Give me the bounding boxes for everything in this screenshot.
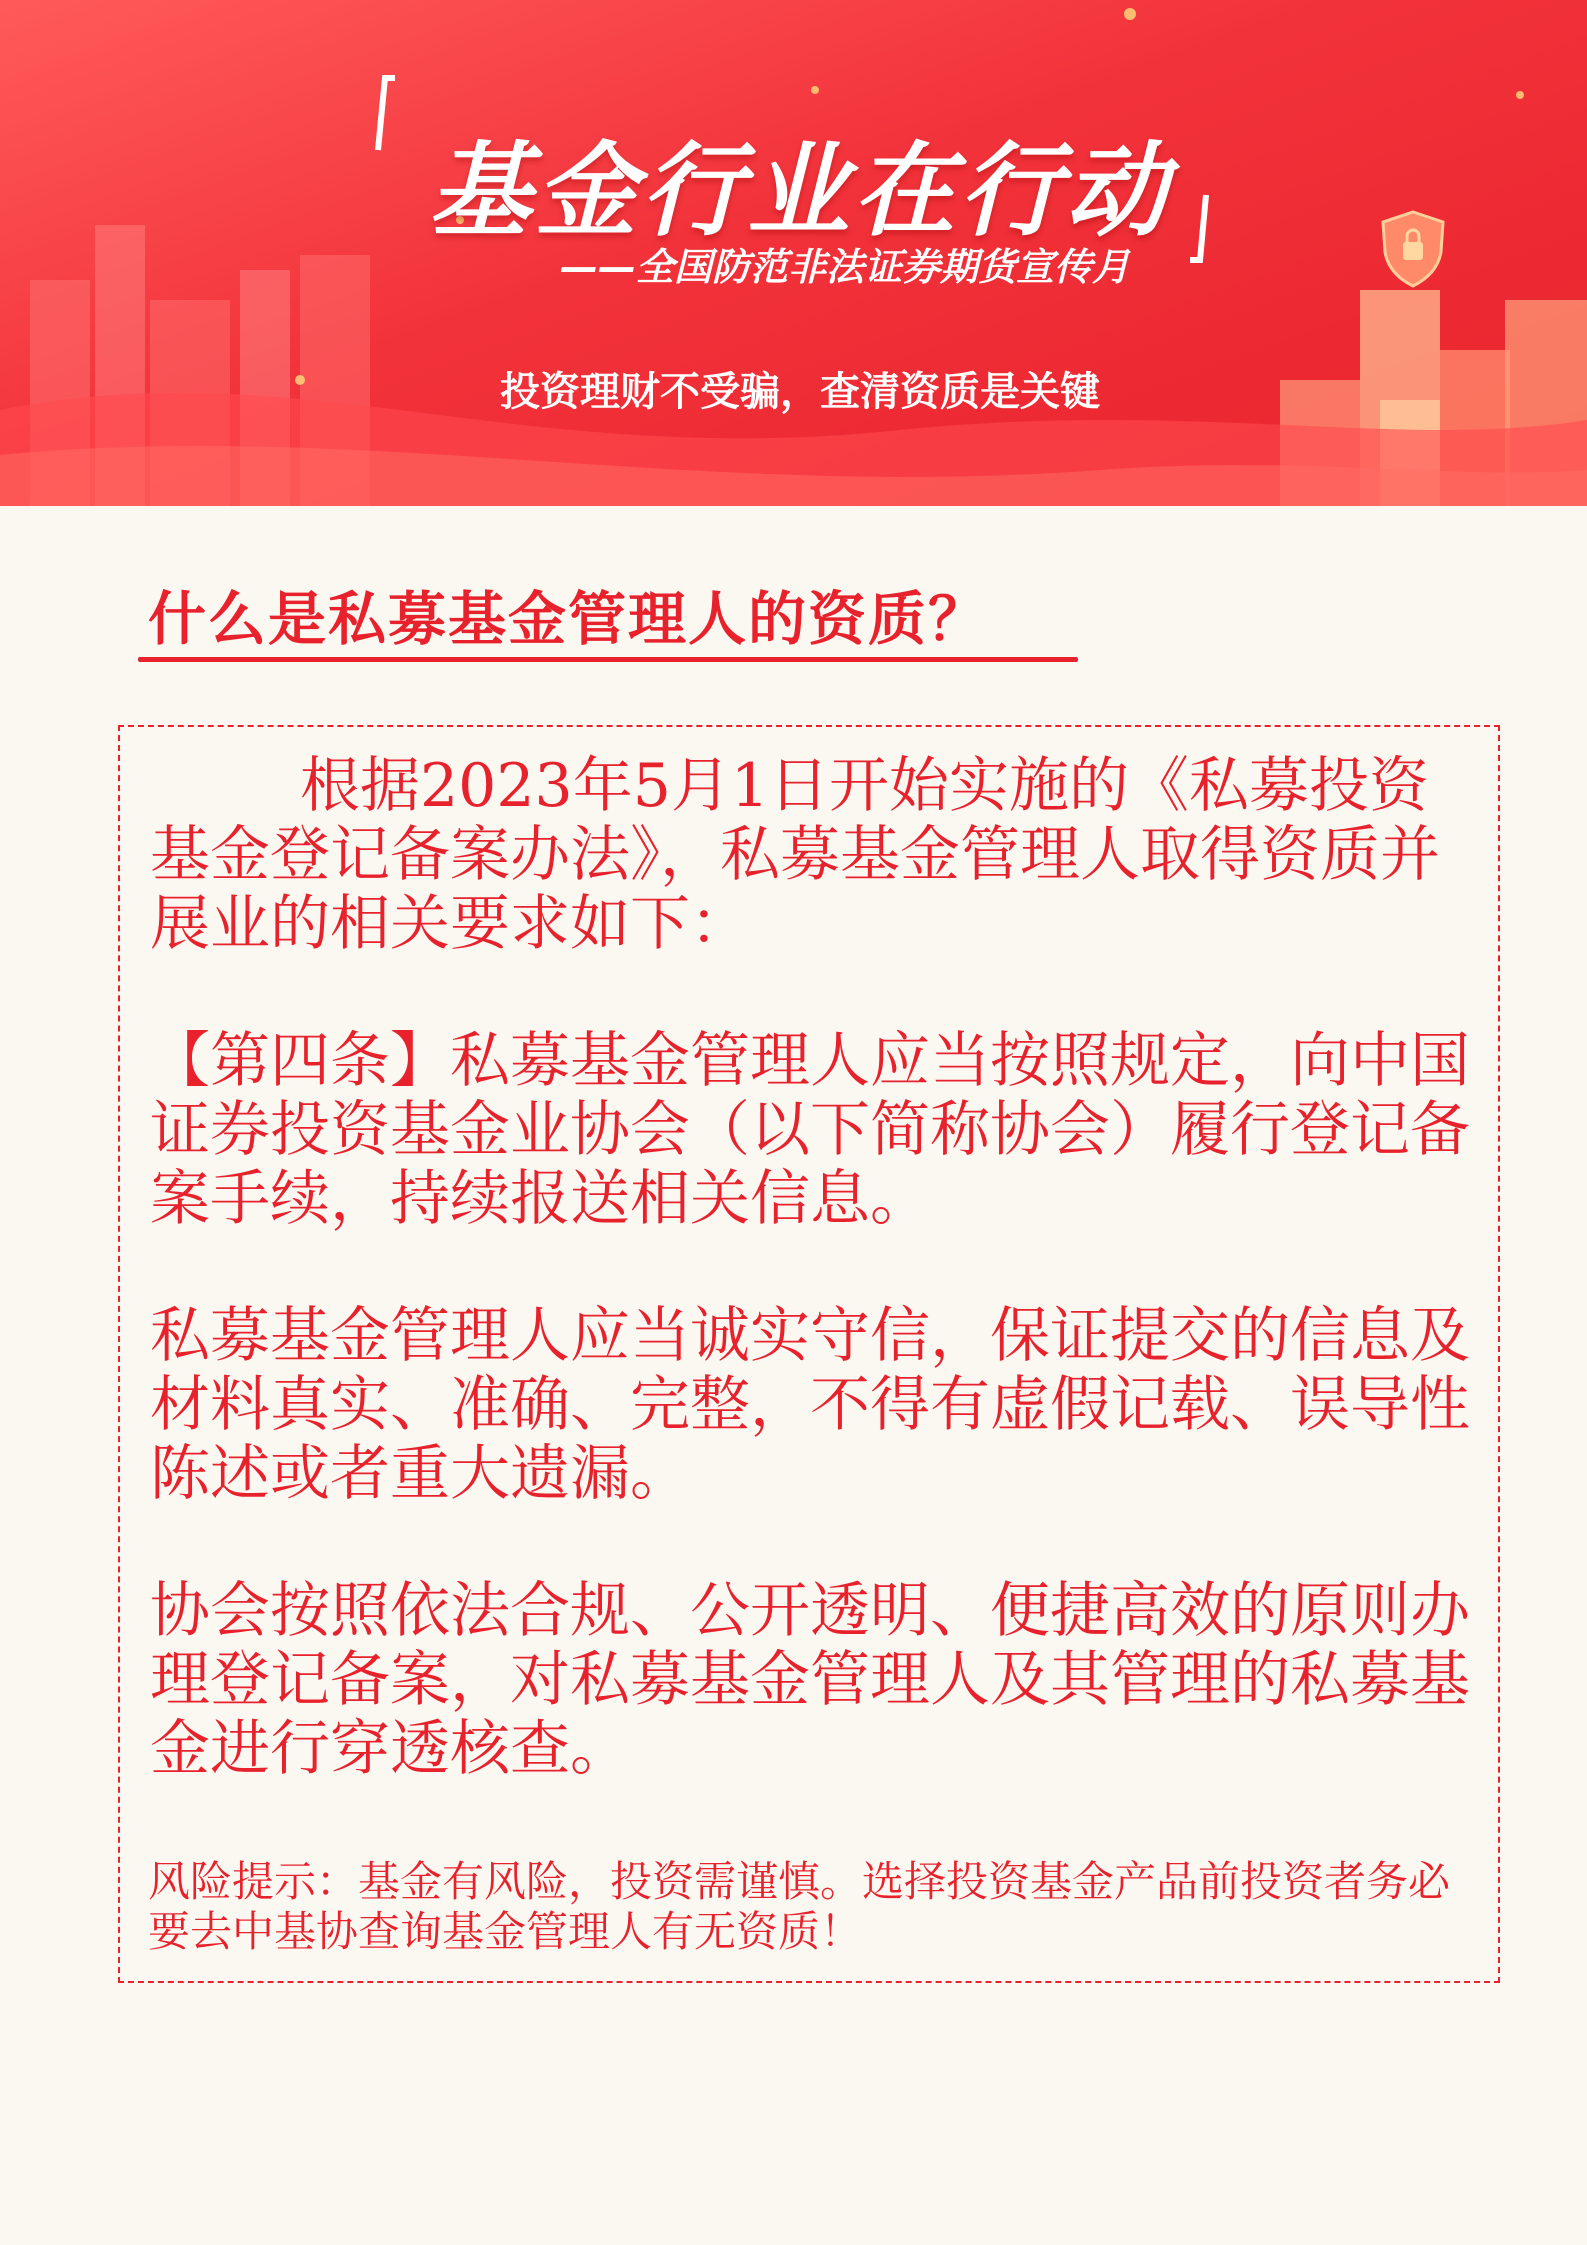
section-heading: 什么是私募基金管理人的资质？ bbox=[148, 585, 989, 653]
paragraph-honesty: 私募基金管理人应当诚实守信，保证提交的信息及材料真实、准确、完整，不得有虚假记载、误导性陈述或者重大遗漏。 bbox=[150, 1301, 1470, 1509]
paragraph-intro: 根据2023年5月1日开始实施的《私募投资基金登记备案办法》，私募基金管理人取得资质并展业的相关要求如下： bbox=[150, 751, 1440, 959]
header-banner bbox=[0, 0, 1587, 506]
risk-notice: 风险提示：基金有风险，投资需谨慎。选择投资基金产品前投资者务必要去中基协查询基金管理人有无资质！ bbox=[148, 1857, 1451, 1956]
banner-subtitle: ——全国防范非法证券期货宣传月 bbox=[560, 245, 1131, 289]
paragraph-verification: 协会按照依法合规、公开透明、便捷高效的原则办理登记备案，对私募基金管理人及其管理的私募基金进行穿透核查。 bbox=[150, 1576, 1470, 1784]
banner-slogan: 投资理财不受骗，查清资质是关键 bbox=[500, 369, 1100, 415]
paragraph-article-4: 【第四条】私募基金管理人应当按照规定，向中国证券投资基金业协会（以下简称协会）履行登记备案手续，持续报送相关信息。 bbox=[150, 1026, 1470, 1234]
heading-underline bbox=[138, 657, 1078, 662]
banner-title: 基金行业在行动 bbox=[429, 132, 1171, 251]
shield-lock-icon bbox=[1383, 212, 1443, 286]
